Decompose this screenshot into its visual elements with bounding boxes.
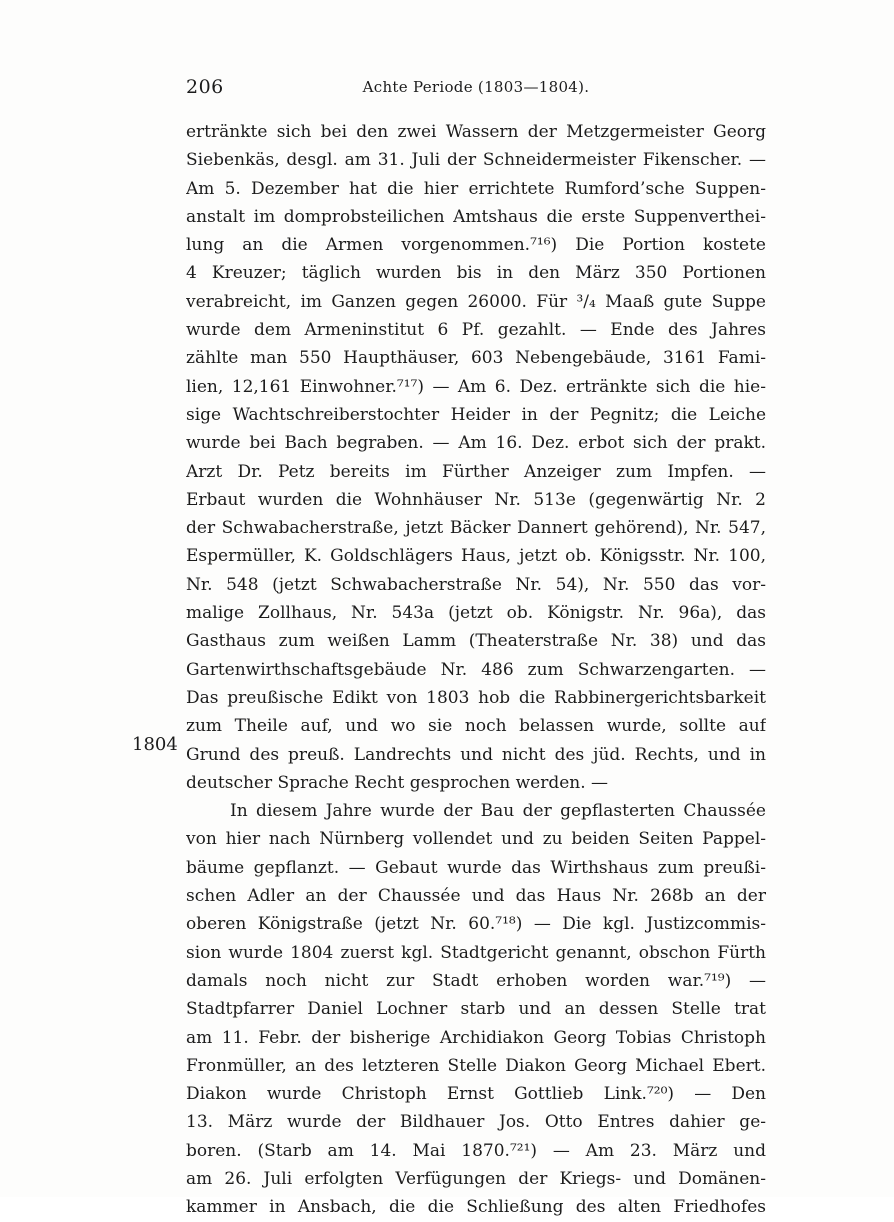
text-line: Am 5. Dezember hat die hier errichtete Rumford’sche Suppen- [186,178,766,199]
text-line: Siebenkäs, desgl. am 31. Juli der Schneidermeister Fikenscher. — [186,150,766,171]
text-line: Fronmüller, an des letzteren Stelle Diakon Georg Michael Ebert. [186,1055,766,1076]
page-number: 206 [186,76,224,98]
text-line: Nr. 548 (jetzt Schwabacherstraße Nr. 54), Nr. 550 das vor- [186,574,766,595]
text-line: Arzt Dr. Petz bereits im Fürther Anzeiger zum Impfen. — [186,461,766,482]
text-line: Gasthaus zum weißen Lamm (Theaterstraße Nr. 38) und das [186,631,766,652]
text-line: der Schwabacherstraße, jetzt Bäcker Dannert gehörend), Nr. 547, [186,518,766,539]
text-line: 4 Kreuzer; täglich wurden bis in den März 350 Portionen [186,263,766,284]
text-line: anstalt im domprobsteilichen Amtshaus die erste Suppenverthei- [186,206,766,227]
text-line: Erbaut wurden die Wohnhäuser Nr. 513e (gegenwärtig Nr. 2 [186,489,766,510]
text-line: wurde bei Bach begraben. — Am 16. Dez. erbot sich der prakt. [186,433,766,454]
text-line: Stadtpfarrer Daniel Lochner starb und an dessen Stelle trat [186,999,766,1020]
text-line: oberen Königstraße (jetzt Nr. 60.⁷¹⁸) — Die kgl. Justizcommis- [186,914,766,935]
text-line: von hier nach Nürnberg vollendet und zu beiden Seiten Pappel- [186,829,766,850]
text-line: 13. März wurde der Bildhauer Jos. Otto Entres dahier ge- [186,1112,766,1133]
text-line: ertränkte sich bei den zwei Wassern der Metzgermeister Georg [186,122,766,142]
text-line: am 26. Juli erfolgten Verfügungen der Kriegs- und Domänen- [186,1168,766,1189]
paragraph-end-line: deutscher Sprache Recht gesprochen werden. — [186,772,609,793]
text-line: sige Wachtschreiberstochter Heider in der Pegnitz; die Leiche [186,404,766,425]
text-line: malige Zollhaus, Nr. 543a (jetzt ob. Königstr. Nr. 96a), das [186,603,766,624]
body-text [186,118,766,1222]
page-header [186,76,766,102]
text-line: lung an die Armen vorgenommen.⁷¹⁶) Die Portion kostete [186,235,766,256]
text-line: Gartenwirthschaftsgebäude Nr. 486 zum Schwarzengarten. — [186,659,766,680]
text-line: wurde dem Armeninstitut 6 Pf. gezahlt. — Ende des Jahres [186,320,766,341]
text-line: am 11. Febr. der bisherige Archidiakon Georg Tobias Christoph [186,1027,766,1048]
text-line: Grund des preuß. Landrechts und nicht des jüd. Rechts, und in [186,744,766,765]
text-line: bäume gepflanzt. — Gebaut wurde das Wirthshaus zum preußi- [186,857,766,878]
text-line: sion wurde 1804 zuerst kgl. Stadtgericht genannt, obschon Fürth [186,942,766,963]
text-line: damals noch nicht zur Stadt erhoben worden war.⁷¹⁹) — [186,970,766,991]
text-line: Diakon wurde Christoph Ernst Gottlieb Link.⁷²⁰) — Den [186,1084,766,1105]
paragraph-start-line: In diesem Jahre wurde der Bau der gepflasterten Chaussée [230,801,766,822]
text-line: lien, 12,161 Einwohner.⁷¹⁷) — Am 6. Dez. ertränkte sich die hie- [186,376,766,397]
text-line: boren. (Starb am 14. Mai 1870.⁷²¹) — Am 23. März und [186,1140,766,1161]
text-line: Espermüller, K. Goldschlägers Haus, jetzt ob. Königsstr. Nr. 100, [186,546,766,567]
text-line: kammer in Ansbach, die die Schließung des alten Friedhofes [186,1197,766,1218]
running-title: Achte Periode (1803—1804). [362,78,590,96]
text-line: zählte man 550 Haupthäuser, 603 Nebengebäude, 3161 Fami- [186,348,766,369]
text-line: zum Theile auf, und wo sie noch belassen wurde, sollte auf [186,716,766,737]
text-line: schen Adler an der Chaussée und das Haus Nr. 268b an der [186,886,766,907]
text-line: Das preußische Edikt von 1803 hob die Rabbinergerichtsbarkeit [186,687,766,708]
margin-year: 1804 [132,734,178,755]
text-line: verabreicht, im Ganzen gegen 26000. Für ³/₄ Maaß gute Suppe [186,291,766,312]
